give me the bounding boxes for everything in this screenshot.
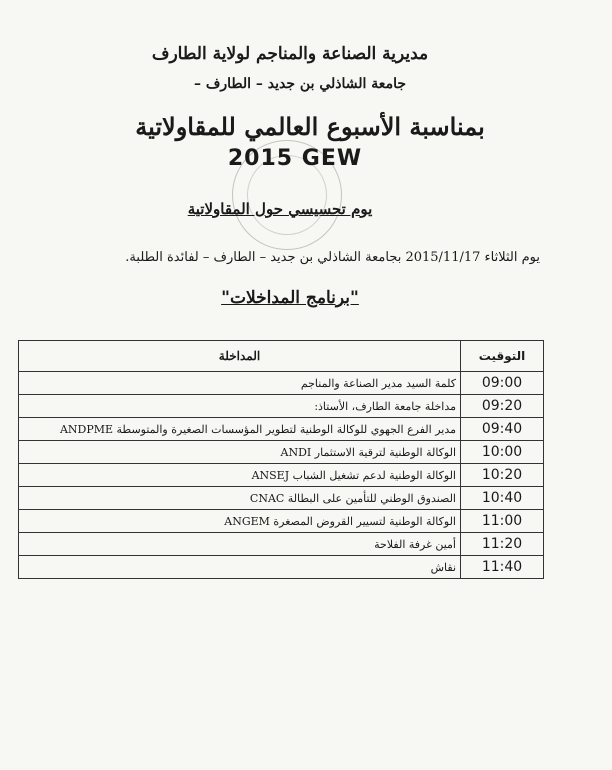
- table-row: [19, 556, 544, 579]
- event-title: بمناسبة الأسبوع العالمي للمقاولاتية: [135, 112, 485, 141]
- university-header: جامعة الشاذلي بن جديد – الطارف –: [194, 76, 406, 92]
- time-cell: 11:00: [461, 510, 544, 533]
- table-row: [19, 441, 544, 464]
- time-cell: 09:20: [461, 395, 544, 418]
- table-row: [19, 395, 544, 418]
- item-cell: الوكالة الوطنية لترقية الاستثمار ANDI: [19, 441, 461, 464]
- item-column-header: المداخلة: [19, 341, 461, 372]
- table-row: [19, 533, 544, 556]
- table-row: [19, 487, 544, 510]
- item-cell: الوكالة الوطنية لتسيير القروض المصغرة ANGEM: [19, 510, 461, 533]
- schedule-table: [18, 340, 544, 579]
- item-cell: الصندوق الوطني للتأمين على البطالة CNAC: [19, 487, 461, 510]
- time-column-header: التوقيت: [461, 341, 544, 372]
- item-cell: الوكالة الوطنية لدعم تشغيل الشباب ANSEJ: [19, 464, 461, 487]
- table-row: [19, 372, 544, 395]
- item-cell: مداخلة جامعة الطارف، الأستاذ:: [19, 395, 461, 418]
- program-title: "برنامج المداخلات": [221, 288, 359, 308]
- item-cell: أمين غرفة الفلاحة: [19, 533, 461, 556]
- time-cell: 09:00: [461, 372, 544, 395]
- time-cell: 10:20: [461, 464, 544, 487]
- item-cell: كلمة السيد مدير الصناعة والمناجم: [19, 372, 461, 395]
- table-row: [19, 510, 544, 533]
- time-cell: 10:40: [461, 487, 544, 510]
- time-cell: 10:00: [461, 441, 544, 464]
- directorate-header: مديرية الصناعة والمناجم لولاية الطارف: [151, 44, 429, 64]
- table-row: [19, 418, 544, 441]
- event-subtitle: يوم تحسيسي حول المقاولاتية: [187, 200, 373, 218]
- item-cell: مدير الفرع الجهوي للوكالة الوطنية لتطوير المؤسسات الصغيرة والمتوسطة ANDPME: [19, 418, 461, 441]
- item-cell: نقاش: [19, 556, 461, 579]
- table-row: [19, 464, 544, 487]
- time-cell: 09:40: [461, 418, 544, 441]
- time-cell: 11:20: [461, 533, 544, 556]
- schedule-header-row: [19, 341, 544, 372]
- time-cell: 11:40: [461, 556, 544, 579]
- event-dateline: يوم الثلاثاء 2015/11/17 بجامعة الشاذلي بن جديد – الطارف – لفائدة الطلبة.: [125, 250, 540, 265]
- gew-label: 2015 GEW: [227, 146, 363, 171]
